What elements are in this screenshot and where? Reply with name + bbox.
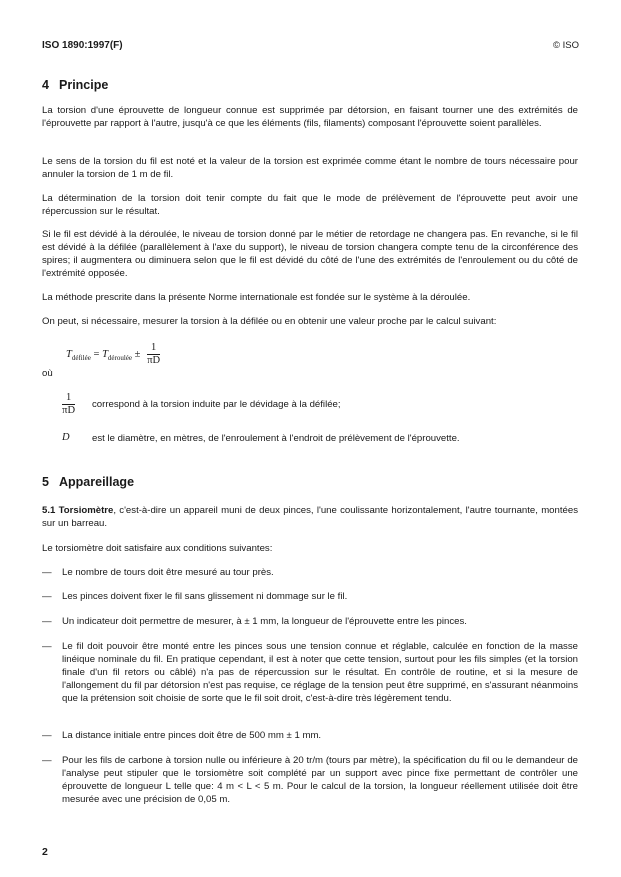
formula-symbol: T (102, 348, 108, 360)
section-title: Principe (59, 78, 109, 92)
definition-text: correspond à la torsion induite par le dévidage à la défilée; (92, 399, 341, 410)
list-item (42, 615, 578, 628)
definition-symbol (62, 392, 75, 417)
requirements-list (42, 590, 578, 603)
paragraph-text: Le sens de la torsion du fil est noté et la valeur de la torsion est exprimée comme étant le nombre de tours nécessaire pour annuler la torsion de 1 m de fil. (42, 156, 578, 180)
subclause-term: Torsiomètre (58, 505, 114, 516)
dash-bullet: — (42, 641, 52, 652)
where-label: où (42, 368, 53, 379)
list-item (42, 590, 578, 603)
list-item-text: La distance initiale entre pinces doit être de 500 mm ± 1 mm. (62, 730, 322, 741)
copyright-mark: © ISO (552, 40, 579, 51)
formula-subscript: déroulée (107, 354, 133, 362)
paragraph (42, 192, 578, 218)
paragraph-text: Le torsiomètre doit satisfaire aux conditions suivantes: (42, 543, 273, 554)
list-item-text: Le fil doit pouvoir être monté entre les pinces sous une tension connue et réglable, calculée en fonction de la masse linéique nominale du fil. En pratique cependant, il est à noter que cette tension, surtout pour les fils simples (et la torsion finale d'un fil retors ou câblé) n'a pas de répercussion sur le résultat. En contrôle de routine, et si la mesure de l'allongement du fil par détorsion n'est pas requise, ce réglage de la tension peut être supprimé, en s'assurant néanmoins que la prétension soit choisie de sorte que le fil soit droit, c'est-à-dire très légèrement tendu. (62, 641, 578, 704)
requirements-list (42, 566, 578, 579)
fraction-denominator: πD (147, 355, 161, 366)
requirements-list (42, 729, 578, 742)
paragraph-text: On peut, si nécessaire, mesurer la torsion à la défilée ou en obtenir une valeur proche par le calcul suivant: (42, 316, 497, 327)
paragraph-text: La détermination de la torsion doit tenir compte du fait que le mode de prélèvement de l'éprouvette peut avoir une répercussion sur le résultat. (42, 193, 578, 217)
list-item (42, 640, 578, 705)
section-number: 5 (42, 475, 49, 489)
section-number: 4 (42, 78, 49, 92)
formula-subscript: défilée (71, 354, 91, 362)
paragraph (42, 104, 578, 130)
list-item (42, 566, 578, 579)
fraction-numerator: 1 (62, 392, 75, 405)
paragraph (42, 155, 578, 181)
page-number: 2 (42, 846, 48, 858)
dash-bullet: — (42, 730, 52, 741)
subclause-text: , c'est-à-dire un appareil muni de deux pinces, l'une coulissante horizontalement, l'autre tournante, montées sur un barreau. (42, 505, 578, 529)
fraction-denominator: πD (62, 405, 76, 416)
dash-bullet: — (42, 755, 52, 766)
paragraph (42, 315, 578, 328)
dash-bullet: — (42, 591, 52, 602)
subclause-number: 5.1 (42, 505, 56, 516)
section-4-heading (42, 78, 578, 92)
list-item-text: Un indicateur doit permettre de mesurer, à ± 1 mm, la longueur de l'éprouvette entre les pinces. (62, 616, 467, 627)
paragraph (42, 228, 578, 280)
section-5-heading (42, 475, 578, 489)
formula-symbol: T (66, 348, 72, 360)
formula-fraction (147, 342, 160, 367)
paragraph-text: La torsion d'une éprouvette de longueur connue est supprimée par détorsion, en faisant tourner une des extrémités de l'éprouvette par rapport à l'autre, jusqu'à ce que les éléments (fils, filaments) composant l'éprouvette soient parallèles. (42, 105, 578, 129)
requirements-list (42, 615, 578, 628)
standard-reference: ISO 1890:1997(F) (42, 40, 123, 51)
twist-formula (66, 342, 160, 367)
list-intro (42, 542, 578, 555)
dash-bullet: — (42, 567, 52, 578)
requirements-list (42, 754, 578, 806)
definition-symbol: D (62, 432, 70, 443)
requirements-list (42, 640, 578, 705)
formula-fraction (62, 392, 75, 417)
fraction-numerator: 1 (147, 342, 160, 355)
formula-operator: = (93, 348, 100, 360)
list-item (42, 729, 578, 742)
definition-text: est le diamètre, en mètres, de l'enroulement à l'endroit de prélèvement de l'éprouvette. (92, 433, 460, 444)
dash-bullet: — (42, 616, 52, 627)
formula-operator: ± (134, 348, 141, 360)
subclause-5-1 (42, 504, 578, 530)
paragraph (42, 291, 578, 304)
section-title: Appareillage (59, 475, 135, 489)
list-item-text: Pour les fils de carbone à torsion nulle ou inférieure à 20 tr/m (tours par mètre), la spécification du fil ou le demandeur de l'analyse peut stipuler que le torsiomètre soit complété par un support avec pince fixe permettant de contrôler une éprouvette de longueur L telle que: 4 m < L < 5 m. Pour le calcul de la torsion, la longueur réellement utilisée doit être mesurée avec une précision de 0,05 m. (62, 755, 578, 805)
list-item (42, 754, 578, 806)
list-item-text: Les pinces doivent fixer le fil sans glissement ni dommage sur le fil. (62, 591, 348, 602)
paragraph-text: Si le fil est dévidé à la déroulée, le niveau de torsion donné par le métier de retordage ne changera pas. En revanche, si le fil est dévidé à la défilée (parallèlement à l'axe du support), le niveau de torsion changera compte tenu de la circonférence des spires; il augmentera ou diminuera selon que le fil est dévidé du côté de l'une des extrémités de l'enroulement ou du côté de l'extrémité opposée. (42, 229, 578, 279)
list-item-text: Le nombre de tours doit être mesuré au tour près. (62, 567, 274, 578)
paragraph-text: La méthode prescrite dans la présente Norme internationale est fondée sur le système à la déroulée. (42, 292, 471, 303)
